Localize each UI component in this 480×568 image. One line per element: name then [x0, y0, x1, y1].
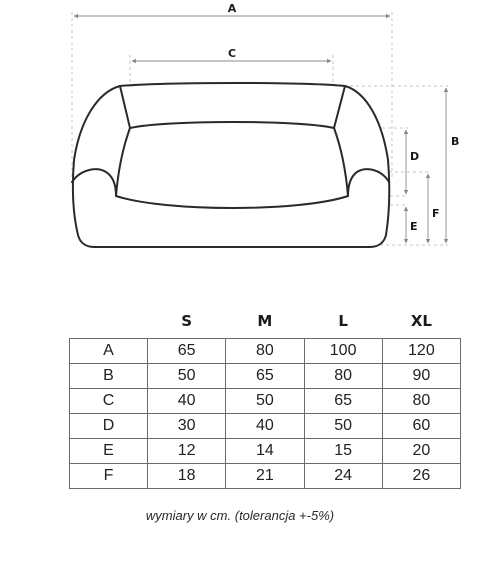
table-cell: 120 [382, 339, 460, 364]
header-size-m: M [257, 312, 273, 330]
dimension-d-label: D [410, 150, 420, 163]
header-size-s: S [181, 312, 193, 330]
table-cell: 100 [304, 339, 382, 364]
table-row [70, 389, 461, 414]
table-cell: 65 [148, 339, 226, 364]
table-cell: 20 [382, 439, 460, 464]
row-label: E [70, 439, 148, 464]
dimension-b-label: B [451, 135, 460, 148]
table-cell: 21 [226, 464, 304, 489]
dimension-e-label: E [410, 220, 418, 233]
table-cell: 30 [148, 414, 226, 439]
table-cell: 50 [226, 389, 304, 414]
header-blank [70, 300, 148, 339]
header-size-xl: XL [410, 312, 432, 330]
table-cell: 80 [226, 339, 304, 364]
table-cell: 24 [304, 464, 382, 489]
table-row [70, 339, 461, 364]
dimensions-note: wymiary w cm. (tolerancja +-5%) [145, 508, 335, 523]
row-label: A [70, 339, 148, 364]
dimension-a-label: A [227, 2, 237, 15]
header-size-l: L [338, 312, 348, 330]
row-label: D [70, 414, 148, 439]
table-cell: 90 [382, 364, 460, 389]
row-label: B [70, 364, 148, 389]
table-row [70, 439, 461, 464]
size-table [69, 300, 461, 489]
row-label: C [70, 389, 148, 414]
table-cell: 65 [304, 389, 382, 414]
dimension-c-label: C [227, 47, 237, 60]
size-header-row [70, 300, 461, 339]
table-row [70, 364, 461, 389]
table-row [70, 414, 461, 439]
table-cell: 50 [148, 364, 226, 389]
table-cell: 60 [382, 414, 460, 439]
table-cell: 80 [382, 389, 460, 414]
table-cell: 50 [304, 414, 382, 439]
table-cell: 40 [226, 414, 304, 439]
table-cell: 12 [148, 439, 226, 464]
table-cell: 80 [304, 364, 382, 389]
row-label: F [70, 464, 148, 489]
table-cell: 26 [382, 464, 460, 489]
table-cell: 14 [226, 439, 304, 464]
table-cell: 15 [304, 439, 382, 464]
table-cell: 40 [148, 389, 226, 414]
pet-bed-drawing [72, 83, 389, 247]
dimension-f-label: F [432, 207, 440, 220]
table-cell: 18 [148, 464, 226, 489]
table-row [70, 464, 461, 489]
table-cell: 65 [226, 364, 304, 389]
